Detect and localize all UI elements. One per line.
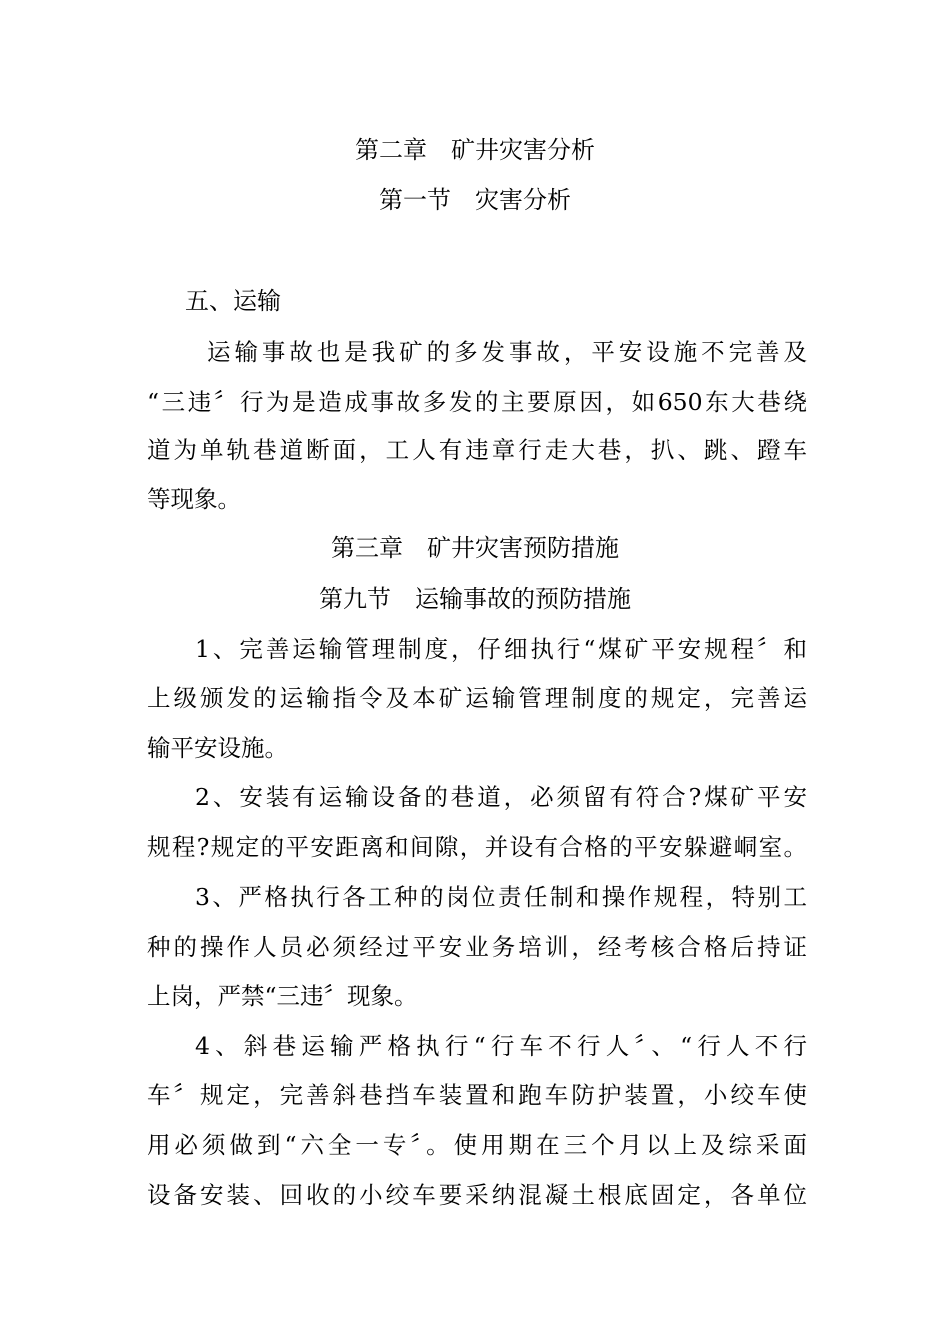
chapter-2-title: 第二章 矿井灾害分析 — [355, 136, 595, 164]
paragraph-line: 运输事故也是我矿的多发事故，平安设施不完善及 — [207, 338, 807, 366]
measure-3-line: 上岗，严禁“三违〞现象。 — [147, 982, 418, 1010]
paragraph-line: “三违〞行为是造成事故多发的主要原因，如650东大巷绕 — [147, 388, 807, 416]
measure-3-line: 3、严格执行各工种的岗位责任制和操作规程，特别工 — [195, 883, 807, 911]
measure-4-line: 4、斜巷运输严格执行“行车不行人〞、“行人不行 — [195, 1032, 807, 1060]
measure-4-line: 设备安装、回收的小绞车要采纳混凝土根底固定，各单位 — [147, 1181, 807, 1209]
measure-1-line: 上级颁发的运输指令及本矿运输管理制度的规定，完善运 — [147, 684, 807, 712]
paragraph-line: 等现象。 — [147, 485, 241, 513]
measure-1-line: 输平安设施。 — [147, 734, 288, 762]
paragraph-line: 道为单轨巷道断面，工人有违章行走大巷，扒、跳、蹬车 — [147, 436, 807, 464]
measure-1-line: 1、完善运输管理制度，仔细执行“煤矿平安规程〞和 — [195, 635, 807, 663]
measure-4-line: 车〞规定，完善斜巷挡车装置和跑车防护装置，小绞车使 — [147, 1081, 807, 1109]
chapter-3-title: 第三章 矿井灾害预防措施 — [331, 534, 619, 562]
measure-2-line: 规程?规定的平安距离和间隙，并设有合格的平安躲避峒室。 — [147, 833, 807, 861]
subsection-title-transport: 五、运输 — [185, 287, 281, 315]
measure-3-line: 种的操作人员必须经过平安业务培训，经考核合格后持证 — [147, 933, 807, 961]
measure-2-line: 2、安装有运输设备的巷道，必须留有符合?煤矿平安 — [195, 783, 807, 811]
measure-4-line: 用必须做到“六全一专〞。使用期在三个月以上及综采面 — [147, 1131, 807, 1159]
section-9-title: 第九节 运输事故的预防措施 — [319, 585, 631, 613]
section-1-title: 第一节 灾害分析 — [379, 186, 571, 214]
